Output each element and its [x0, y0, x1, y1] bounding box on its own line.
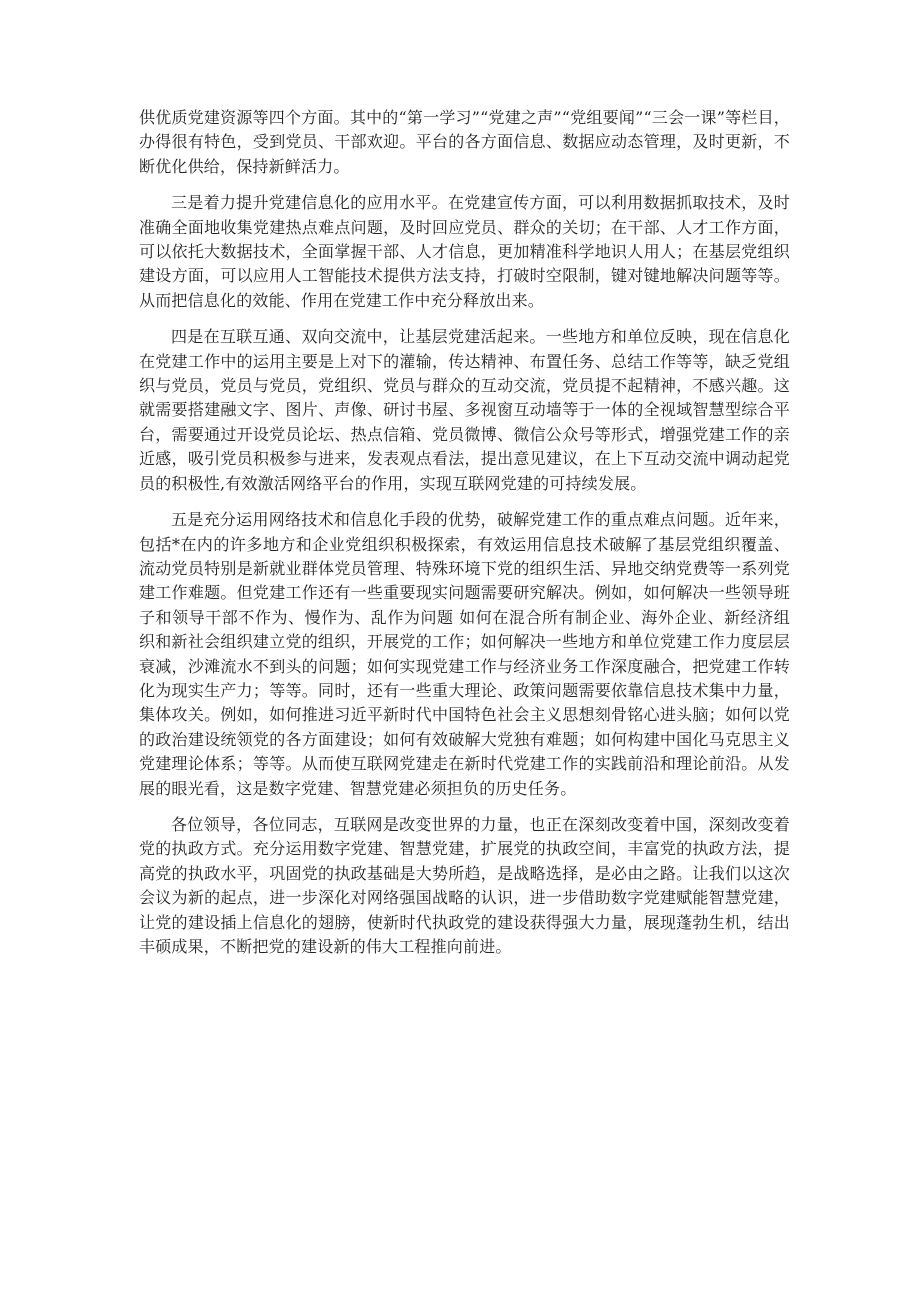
paragraph-point-four: 四是在互联互通、双向交流中，让基层党建活起来。一些地方和单位反映，现在信息化在党建工作中的运用主要是上对下的灌输，传达精神、布置任务、总结工作等等，缺乏党组织与党员，党员与党员，党组织、党员与群众的互动交流，党员提不起精神，不感兴趣。这就需要搭建融文字、图片、声像、研讨书屋、多视窗互动墙等于一体的全视域智慧型综合平台，需要通过开设党员论坛、热点信箱、党员微博、微信公众号等形式，增强党建工作的亲近感，吸引党员积极参与进来，发表观点看法，提出意见建议，在上下互动交流中调动起党员的积极性,有效激活网络平台的作用，实现互联网党建的可持续发展。: [139, 327, 790, 493]
paragraph-point-five: 五是充分运用网络技术和信息化手段的优势，破解党建工作的重点难点问题。近年来，包括*在内的许多地方和企业党组织积极探索，有效运用信息技术破解了基层党组织覆盖、流动党员特别是新就业群体党员管理、特殊环境下党的组织生活、异地交纳党费等一系列党建工作难题。但党建工作还有一些重要现实问题需要研究解决。例如，如何解决一些领导班子和领导干部不作为、慢作为、乱作为问题 如何在混合所有制企业、海外企业、新经济组织和新社会组织建立党的组织，开展党的工作；如何解决一些地方和单位党建工作力度层层衰减，沙滩流水不到头的问题；如何实现党建工作与经济业务工作深度融合，把党建工作转化为现实生产力；等等。同时，还有一些重大理论、政策问题需要依靠信息技术集中力量，集体攻关。例如，如何推进习近平新时代中国特色社会主义思想刻骨铭心进头脑；如何以党的政治建设统领党的各方面建设；如何有效破解大党独有难题；如何构建中国化马克思主义党建理论体系；等等。从而使互联网党建走在新时代党建工作的实践前沿和理论前沿。从发展的眼光看，这是数字党建、智慧党建必须担负的历史任务。: [139, 510, 790, 798]
document-body: [139, 106, 790, 971]
paragraph-continuation: 供优质党建资源等四个方面。其中的“第一学习”“党建之声”“党组要闻”“三会一课”等栏目，办得很有特色，受到党员、干部欢迎。平台的各方面信息、数据应动态管理，及时更新，不断优化供给，保持新鲜活力。: [139, 108, 790, 176]
paragraph-closing: 各位领导，各位同志，互联网是改变世界的力量，也正在深刻改变着中国，深刻改变着党的执政方式。充分运用数字党建、智慧党建，扩展党的执政空间，丰富党的执政方法，提高党的执政水平，巩固党的执政基础是大势所趋，是战略选择，是必由之路。让我们以这次会议为新的起点，进一步深化对网络强国战略的认识，进一步借助数字党建赋能智慧党建，让党的建设插上信息化的翅膀，使新时代执政党的建设获得强大力量，展现蓬勃生机，结出丰硕成果，不断把党的建设新的伟大工程推向前进。: [139, 814, 790, 956]
paragraph-point-three: 三是着力提升党建信息化的应用水平。在党建宣传方面，可以利用数据抓取技术，及时准确全面地收集党建热点难点问题，及时回应党员、群众的关切；在干部、人才工作方面，可以依托大数据技术，全面掌握干部、人才信息，更加精准科学地识人用人；在基层党组织建设方面，可以应用人工智能技术提供方法支持，打破时空限制，键对键地解决问题等等。从而把信息化的效能、作用在党建工作中充分释放出来。: [139, 193, 790, 310]
